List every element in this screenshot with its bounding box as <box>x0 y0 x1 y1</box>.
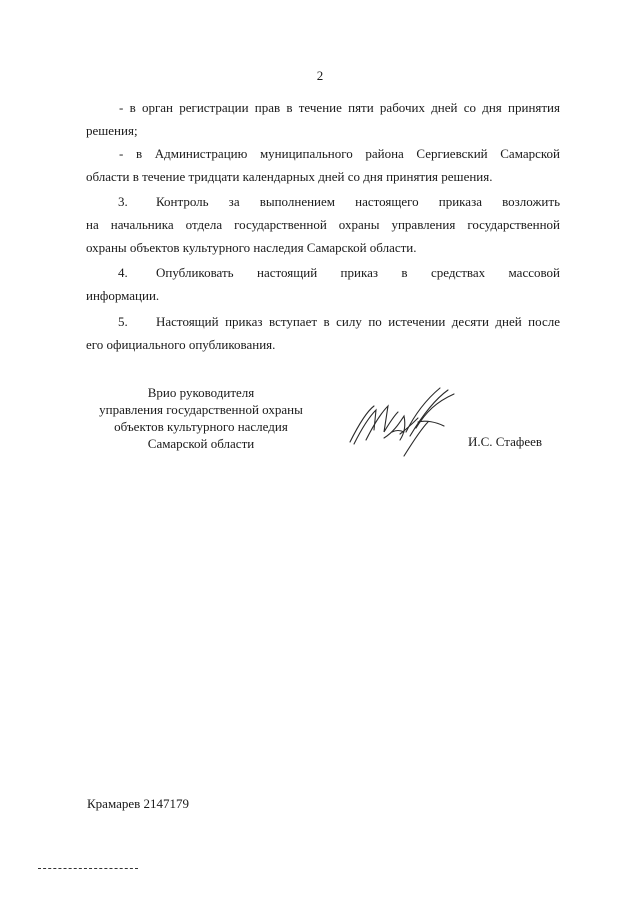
paragraph-number: 4. <box>118 265 128 280</box>
signatory-title-line: объектов культурного наследия <box>114 419 288 434</box>
paragraph-line: информации. <box>86 288 160 303</box>
signer-name: И.С. Стафеев <box>468 434 543 449</box>
paragraph-effective <box>86 310 560 356</box>
paragraph-line: области в течение тридцати календарных дней со дня принятия решения. <box>86 169 493 184</box>
paragraph-line: Настоящий приказ вступает в силу по истечении десяти дней после <box>156 314 560 329</box>
footnote-divider <box>38 868 138 869</box>
signatory-title-line: Врио руководителя <box>147 385 255 400</box>
paragraph-line: - в Администрацию муниципального района Сергиевский Самарской <box>119 146 560 161</box>
paragraph-number: 3. <box>118 194 128 209</box>
signatory-title <box>86 384 316 452</box>
signatory-title-line: Самарской области <box>147 436 255 451</box>
paragraph-line: охраны объектов культурного наследия Самарской области. <box>86 240 417 255</box>
handwritten-signature <box>344 382 474 462</box>
paragraph-line: - в орган регистрации прав в течение пяти рабочих дней со дня принятия <box>119 100 560 115</box>
paragraph-number: 5. <box>118 314 128 329</box>
paragraph-control <box>86 190 560 259</box>
paragraph-registration <box>86 96 560 142</box>
paragraph-line: решения; <box>86 123 138 138</box>
paragraph-line: его официального опубликования. <box>86 337 276 352</box>
executor-contact: Крамарев 2147179 <box>87 796 190 811</box>
page-number: 2 <box>316 68 324 83</box>
paragraph-line: Опубликовать настоящий приказ в средствах массовой <box>156 265 560 280</box>
paragraph-administration <box>86 142 560 188</box>
paragraph-line: на начальника отдела государственной охраны управления государственной <box>86 217 560 232</box>
signatory-title-line: управления государственной охраны <box>99 402 303 417</box>
paragraph-line: Контроль за выполнением настоящего приказа возложить <box>156 194 560 209</box>
paragraph-first-line <box>86 261 560 284</box>
paragraph-first-line <box>86 310 560 333</box>
paragraph-publish <box>86 261 560 307</box>
paragraph-first-line <box>86 190 560 213</box>
